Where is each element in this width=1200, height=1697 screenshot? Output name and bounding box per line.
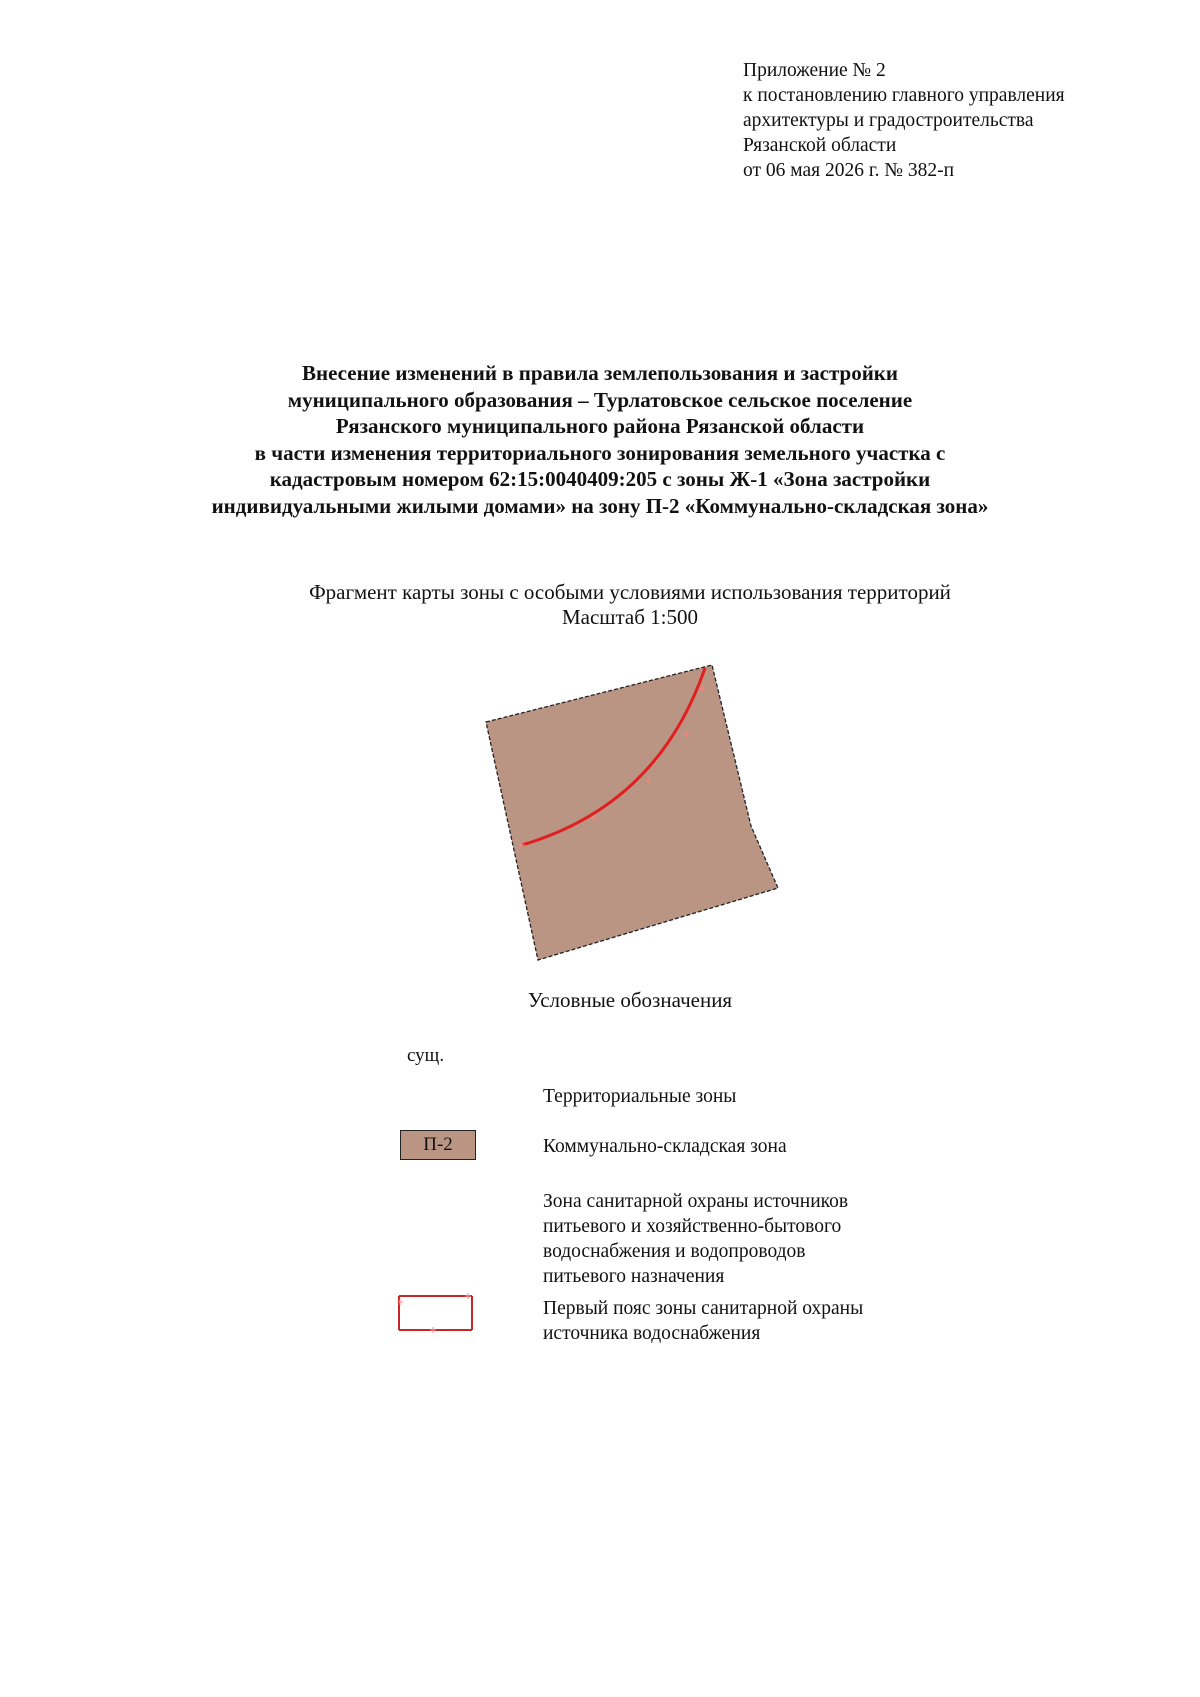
header-line: Рязанской области <box>743 135 897 156</box>
header-line: архитектуры и градостроительства <box>743 110 1034 131</box>
legend-sanitary-zone-line: водоснабжения и водопроводов <box>543 1241 806 1262</box>
legend-first-belt <box>543 1296 863 1346</box>
title-line: индивидуальными жилыми домами» на зону П-2 «Коммунально-складская зона» <box>211 493 989 518</box>
title-line: Внесение изменений в правила землепользования и застройки <box>301 361 898 385</box>
zone-map <box>470 655 800 965</box>
legend-territorial-zones: Территориальные зоны <box>543 1086 737 1107</box>
legend-first-belt-line: источника водоснабжения <box>543 1323 761 1344</box>
legend-title: Условные обозначения <box>527 988 733 1012</box>
legend-communal-zone: Коммунально-складская зона <box>543 1136 787 1157</box>
zone-parcel-polygon <box>486 665 778 960</box>
attachment-header <box>743 58 1065 183</box>
legend-first-belt-line: Первый пояс зоны санитарной охраны <box>543 1298 864 1319</box>
map-caption <box>0 580 1200 630</box>
title-line: Рязанского муниципального района Рязанской области <box>335 414 865 438</box>
map-caption-line: Фрагмент карты зоны с особыми условиями использования территорий <box>309 580 951 604</box>
title-line: муниципального образования – Турлатовское сельское поселение <box>287 387 913 412</box>
legend-sanitary-zone-line: питьевого и хозяйственно-бытового <box>543 1216 842 1237</box>
header-line: от 06 мая 2026 г. № 382-п <box>743 160 955 181</box>
header-line: к постановлению главного управления <box>743 85 1065 106</box>
title-line: в части изменения территориального зонирования земельного участка с <box>254 440 946 465</box>
map-scale: Масштаб 1:500 <box>561 605 698 629</box>
document-title <box>0 360 1200 519</box>
legend-sanitary-zone-line: Зона санитарной охраны источников <box>543 1191 849 1212</box>
legend-zone-swatch <box>400 1130 476 1160</box>
legend-sanitary-zone <box>543 1189 848 1289</box>
legend-first-belt-symbol <box>397 1292 475 1334</box>
legend-sanitary-zone-line: питьевого назначения <box>543 1266 725 1287</box>
swatch-label: П-2 <box>423 1134 453 1155</box>
legend-status-label: сущ. <box>407 1045 445 1066</box>
title-line: кадастровым номером 62:15:0040409:205 с зоны Ж-1 «Зона застройки <box>269 467 931 491</box>
header-line: Приложение № 2 <box>743 60 886 81</box>
